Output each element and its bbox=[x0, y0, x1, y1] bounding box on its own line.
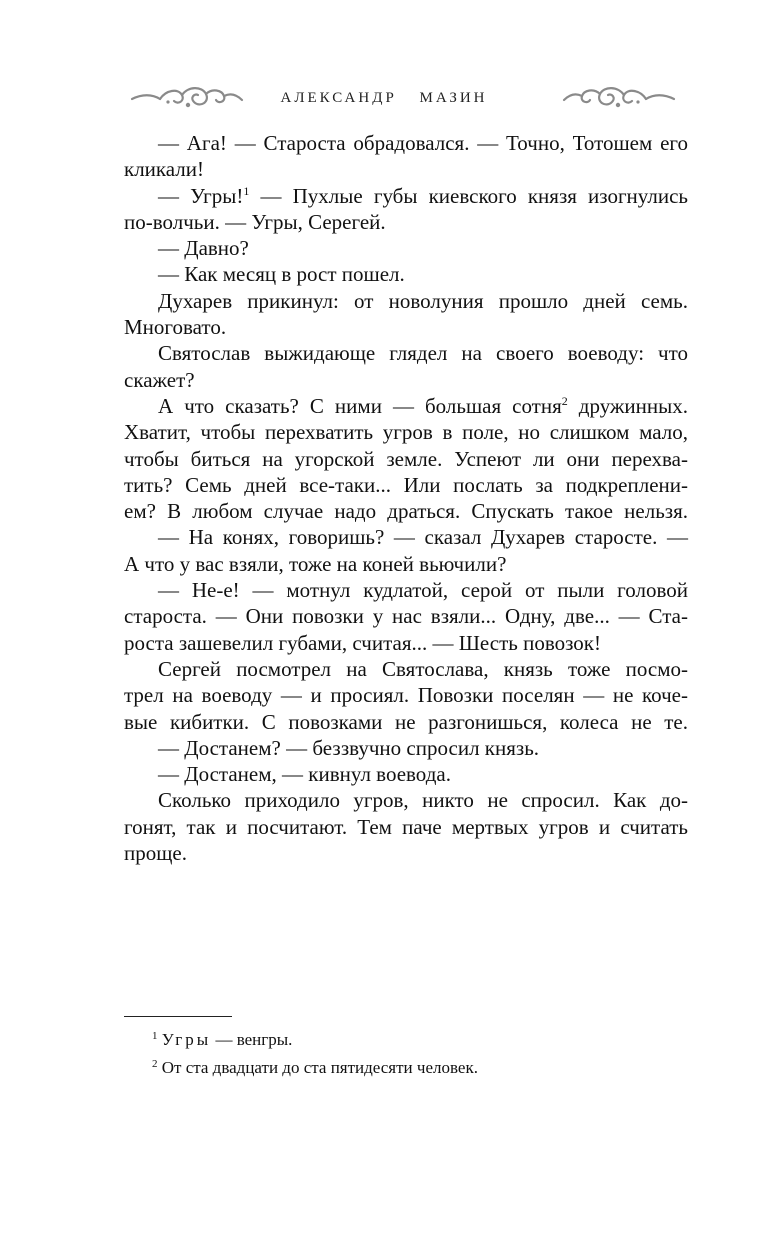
footnote-ref: 1 bbox=[243, 183, 250, 198]
text-run: — Ага! — Староста обрадовался. — Точно, Тотошем его bbox=[158, 131, 688, 155]
text-run: проще. bbox=[124, 841, 187, 866]
text-line bbox=[124, 156, 688, 182]
text-run: А что сказать? С ними — большая сотня bbox=[158, 393, 562, 418]
text-line bbox=[124, 446, 688, 472]
text-line bbox=[124, 524, 688, 550]
text-run: — Как месяц в рост пошел. bbox=[158, 262, 405, 287]
text-line bbox=[124, 209, 688, 235]
footnote-2 bbox=[152, 1054, 672, 1082]
text-line bbox=[124, 314, 688, 340]
text-run: А что у вас взяли, тоже на коней вьючили? bbox=[124, 551, 507, 576]
text-run: роста зашевелил губами, считая... — Шесть повозок! bbox=[124, 630, 601, 655]
text-line bbox=[124, 577, 688, 603]
footnote-number: 1 bbox=[152, 1030, 158, 1042]
footnote-1 bbox=[152, 1026, 672, 1054]
text-line bbox=[124, 235, 688, 261]
running-header bbox=[0, 80, 768, 120]
text-line bbox=[124, 340, 688, 366]
text-line bbox=[124, 472, 688, 498]
text-line bbox=[124, 288, 688, 314]
text-run: Святослав выжидающе глядел на своего воеводу: что bbox=[158, 341, 688, 366]
author-last-name: МАЗИН bbox=[419, 90, 488, 106]
text-line bbox=[124, 498, 688, 524]
text-run: вые кибитки. С повозками не разгонишься, колеса не те. bbox=[124, 709, 688, 734]
text-line bbox=[124, 261, 688, 287]
text-run: гонят, так и посчитают. Тем паче мертвых угров и считать bbox=[124, 814, 688, 839]
text-run: кликали! bbox=[124, 157, 205, 182]
author-name bbox=[250, 90, 518, 107]
text-line bbox=[124, 551, 688, 577]
text-line bbox=[124, 656, 688, 682]
text-run: тить? Семь дней все-таки... Или послать за подкреплени- bbox=[124, 472, 688, 497]
text-line bbox=[124, 130, 688, 156]
footnote-separator bbox=[124, 1016, 232, 1017]
text-run: — Угры! bbox=[158, 183, 244, 208]
text-line bbox=[124, 682, 688, 708]
text-line bbox=[124, 814, 688, 840]
footnote-text: — венгры. bbox=[211, 1030, 293, 1049]
footnote-number: 2 bbox=[152, 1058, 158, 1070]
text-line bbox=[124, 183, 688, 209]
text-run: Сергей посмотрел на Святослава, князь тоже посмо- bbox=[158, 656, 688, 681]
text-line bbox=[124, 709, 688, 735]
text-run: староста. — Они повозки у нас взяли... Одну, две... — Ста- bbox=[124, 604, 688, 629]
text-run: дружинных. bbox=[567, 393, 689, 418]
footnote-text: От ста двадцати до ста пятидесяти человек. bbox=[157, 1058, 478, 1077]
footnote-ref: 2 bbox=[561, 393, 568, 408]
scroll-ornament-left-icon bbox=[128, 82, 246, 112]
footnotes bbox=[152, 1026, 672, 1082]
text-run: ем? В любом случае надо драться. Спускать такое нельзя. bbox=[124, 499, 688, 524]
text-run: скажет? bbox=[124, 367, 195, 392]
text-line bbox=[124, 393, 688, 419]
text-run: — Давно? bbox=[158, 236, 249, 261]
text-run: — Достанем? — беззвучно спросил князь. bbox=[158, 735, 540, 760]
text-run: — На конях, говоришь? — сказал Духарев старосте. — bbox=[158, 525, 688, 550]
text-run: — Достанем, — кивнул воевода. bbox=[158, 762, 451, 787]
text-run: Хватит, чтобы перехватить угров в поле, но слишком мало, bbox=[124, 420, 688, 445]
text-run: — Не-е! — мотнул кудлатой, серой от пыли головой bbox=[158, 578, 688, 603]
body-text bbox=[124, 130, 688, 866]
text-run: Сколько приходило угров, никто не спросил. Как до- bbox=[158, 788, 688, 813]
text-run: трел на воеводу — и просиял. Повозки поселян — не коче- bbox=[124, 683, 688, 708]
text-run: Духарев прикинул: от новолуния прошло дней семь. bbox=[158, 288, 688, 313]
text-line bbox=[124, 761, 688, 787]
scroll-ornament-right-icon bbox=[560, 82, 678, 112]
text-line bbox=[124, 367, 688, 393]
text-line bbox=[124, 735, 688, 761]
text-run: чтобы биться на угорской земле. Успеют ли они перехва- bbox=[124, 446, 688, 471]
text-line bbox=[124, 840, 688, 866]
text-run: Многовато. bbox=[124, 315, 227, 340]
text-line bbox=[124, 603, 688, 629]
footnote-term: Угры bbox=[161, 1030, 212, 1049]
text-run: — Пухлые губы киевского князя изогнулись bbox=[249, 183, 688, 208]
text-line bbox=[124, 630, 688, 656]
text-run: по-волчьи. — Угры, Серегей. bbox=[124, 209, 386, 234]
text-line bbox=[124, 787, 688, 813]
text-line bbox=[124, 419, 688, 445]
author-first-name: АЛЕКСАНДР bbox=[280, 90, 397, 106]
